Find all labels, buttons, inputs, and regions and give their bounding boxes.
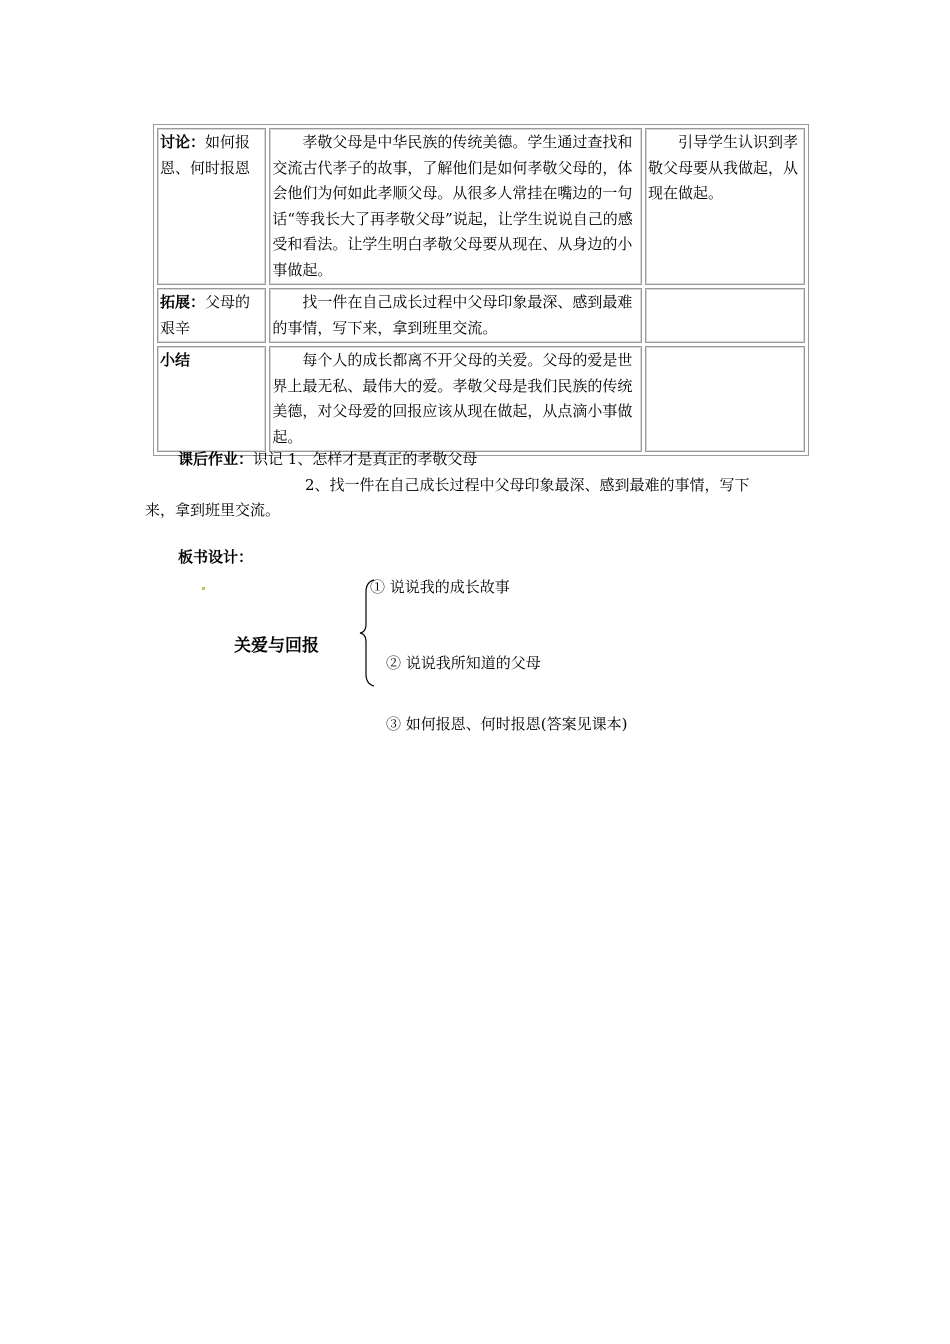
decorative-dot [202, 587, 205, 590]
row-label-text: 父母的艰辛 [160, 293, 251, 337]
homework-line-1 [178, 446, 477, 472]
row-label-cell [157, 346, 266, 452]
row-note-cell [645, 288, 805, 343]
homework-item-1: 识记 1、怎样才是真正的孝敬父母 [253, 450, 478, 468]
row-content-cell: 每个人的成长都离不开父母的关爱。父母的爱是世界上最无私、最伟大的爱。孝敬父母是我们民族的传统美德，对父母爱的回报应该从现在做起，从点滴小事做起。 [269, 346, 642, 452]
row-content-cell: 孝敬父母是中华民族的传统美德。学生通过查找和交流古代孝子的故事，了解他们是如何孝敬父母的，体会他们为何如此孝顺父母。从很多人常挂在嘴边的一句话“等我长大了再孝敬父母”说起，让学生说说自己的感受和看法。让学生明白孝敬父母要从现在、从身边的小事做起。 [269, 128, 642, 285]
lesson-table [153, 124, 809, 456]
board-center-title: 关爱与回报 [234, 636, 319, 656]
row-label-cell [157, 128, 266, 285]
row-label-bold: 小结 [160, 351, 191, 369]
board-item-3: ③ 如何报恩、何时报恩(答案见课本) [386, 715, 628, 733]
row-note-cell: 引导学生认识到孝敬父母要从我做起，从现在做起。 [645, 128, 805, 285]
row-content-cell: 找一件在自己成长过程中父母印象最深、感到最难的事情，写下来，拿到班里交流。 [269, 288, 642, 343]
board-item-1: ① 说说我的成长故事 [370, 578, 510, 596]
board-design-title: 板书设计： [178, 548, 254, 566]
homework-label: 课后作业： [178, 450, 254, 468]
row-label-bold: 讨论： [160, 133, 206, 151]
table-row [157, 346, 805, 452]
row-label-cell [157, 288, 266, 343]
row-label-bold: 拓展： [160, 293, 206, 311]
table-row [157, 288, 805, 343]
homework-line-3: 来，拿到班里交流。 [145, 501, 281, 519]
table-row [157, 128, 805, 285]
row-label-text: 如何报恩、何时报恩 [160, 133, 251, 177]
row-note-cell [645, 346, 805, 452]
homework-line-2: 2、找一件在自己成长过程中父母印象最深、感到最难的事情，写下 [305, 476, 750, 494]
board-item-2: ② 说说我所知道的父母 [386, 654, 541, 672]
